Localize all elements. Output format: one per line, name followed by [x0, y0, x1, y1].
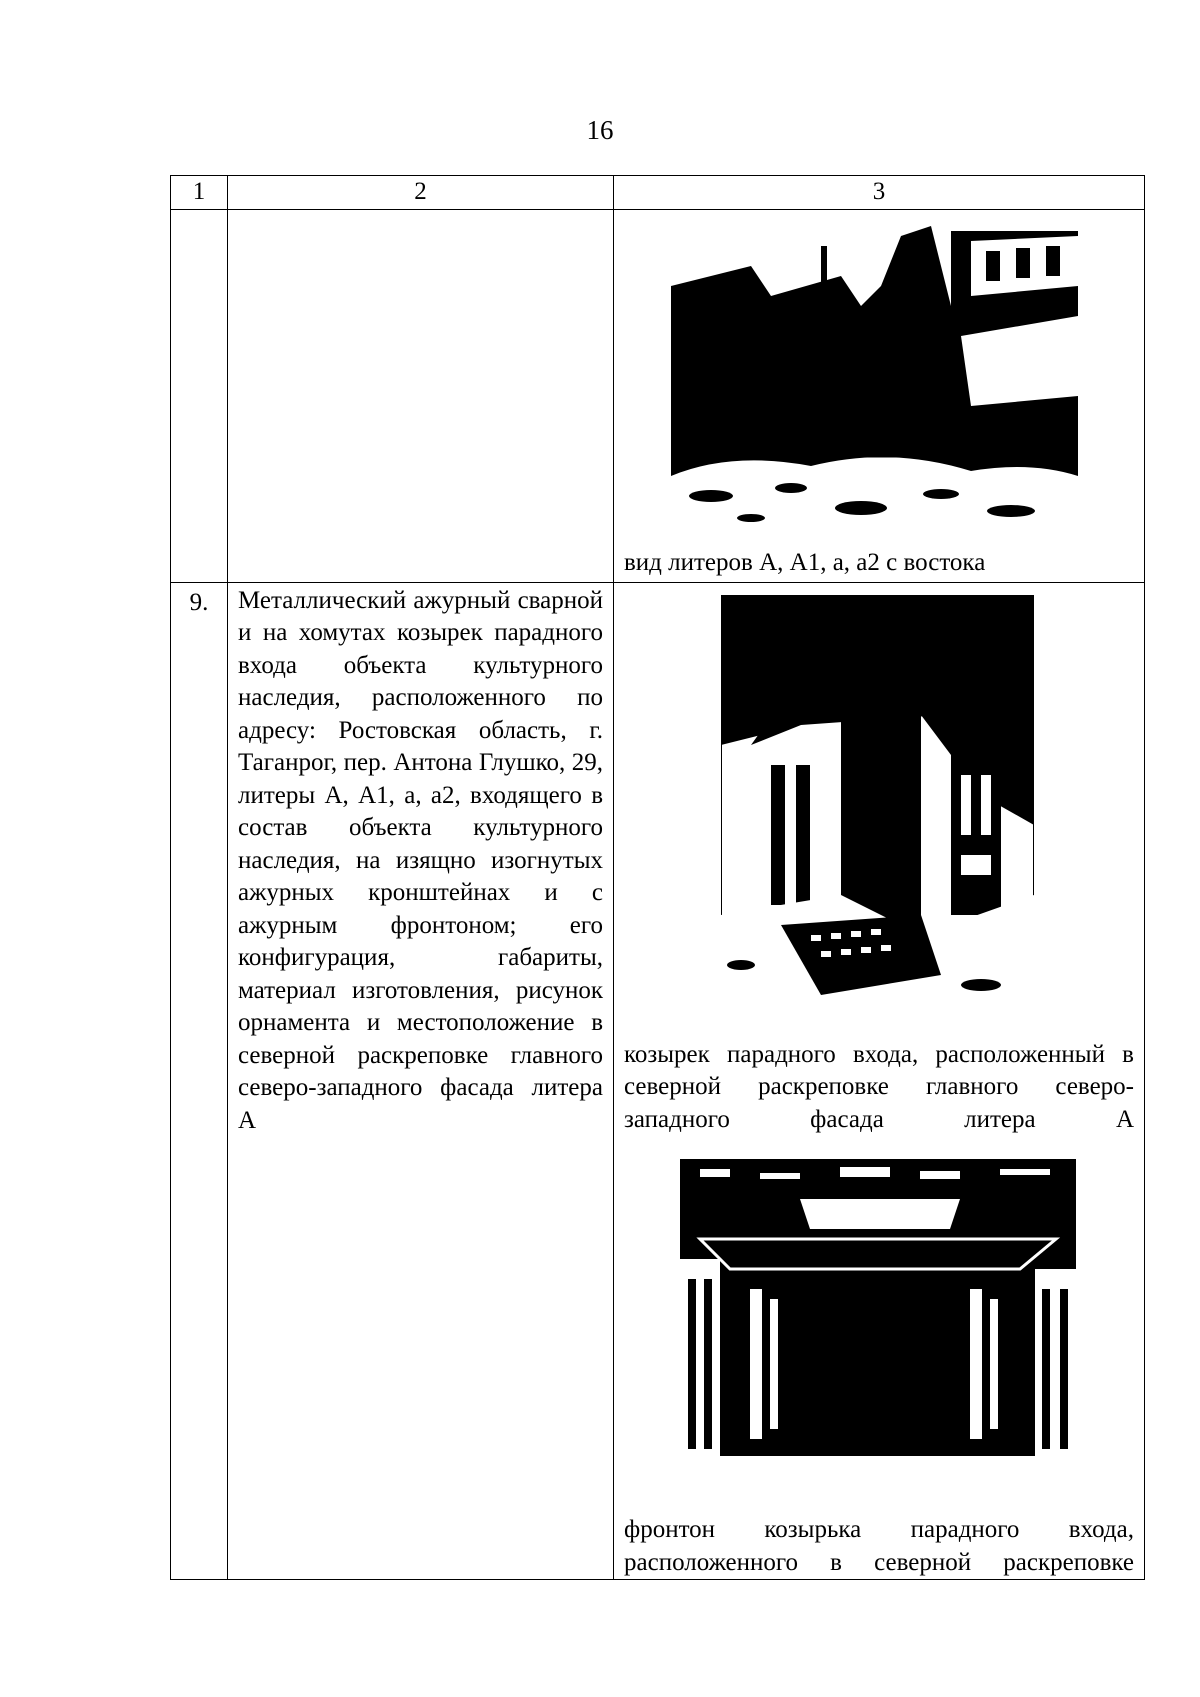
photos-cell	[614, 582, 1145, 1580]
table-header-row	[171, 176, 1145, 210]
canopy-pediment-photo	[680, 1159, 1076, 1456]
photo-caption-pediment: фронтон козырька парадного входа, расположенного в северной раскреповке	[624, 1516, 1134, 1576]
row-description-cell	[228, 582, 614, 1580]
header-col-2: 2	[228, 176, 614, 210]
photo-caption-east: вид литеров А, А1, а, а2 с востока	[624, 548, 986, 576]
row-description: Металлический ажурный сварной и на хомутах козырек парадного входа объекта культурного наследия, расположенного по адресу: Ростовская область, г. Таганрог, пер. Антона Глушко, 29, литеры А, А1, а, а2, входящего в состав объекта культурного наследия, на изящно изогнутых ажурных кронштейнах и с ажурным фронтоном; его конфигурация, габариты, материал изготовления, рисунок орнамента и местоположение в северной раскреповке главного северо-западного фасада литера А	[238, 586, 603, 1134]
row-number-empty	[171, 209, 228, 582]
entrance-canopy-photo	[721, 595, 1034, 1009]
photo-cell	[614, 209, 1145, 582]
row-description-empty	[228, 209, 614, 582]
monument-table	[170, 175, 1145, 1580]
table-row-9	[171, 582, 1145, 1580]
page-number: 16	[586, 115, 614, 145]
header-col-3: 3	[614, 176, 1145, 210]
view-from-east-photo	[671, 226, 1078, 530]
header-col-1: 1	[171, 176, 228, 210]
photo-caption-canopy: козырек парадного входа, расположенный в северной раскреповке главного северо-западного фасада литера А	[624, 1040, 1134, 1133]
row-number: 9.	[171, 582, 228, 1580]
table-row-continued	[171, 209, 1145, 582]
